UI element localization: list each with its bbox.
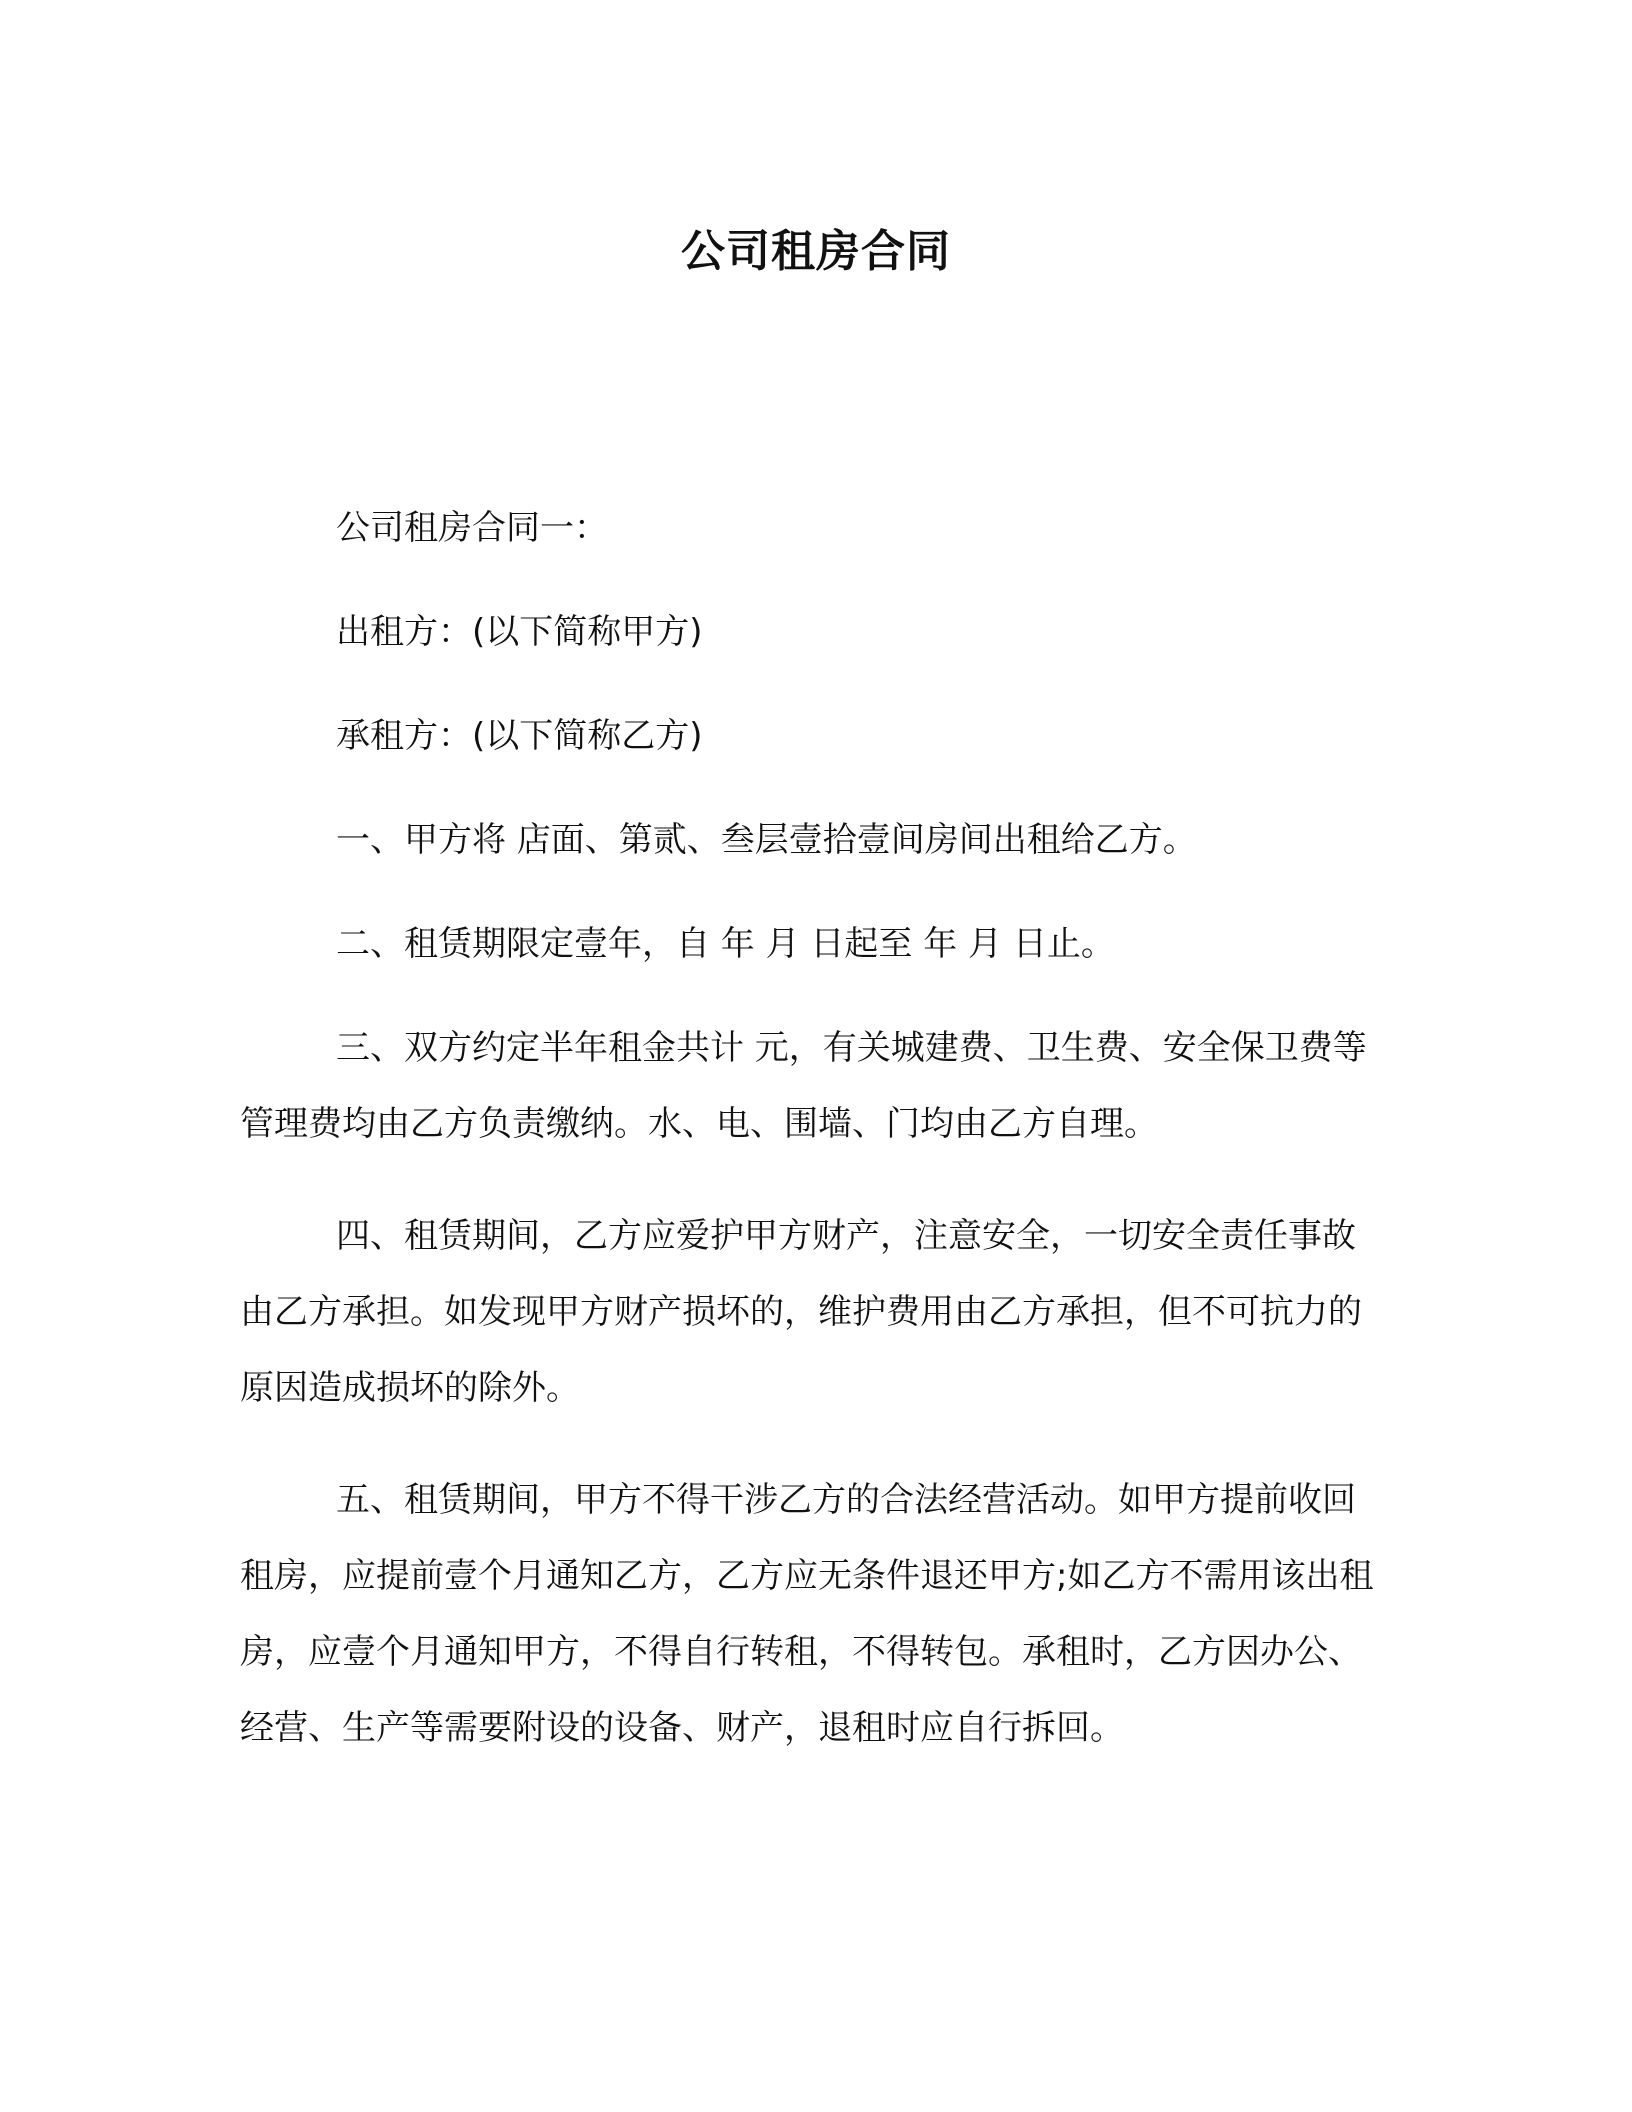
lessee-line: 承租方：(以下简称乙方) xyxy=(336,716,703,756)
clause-5: 五、租赁期间，甲方不得干涉乙方的合法经营活动。如甲方提前收回租房，应提前壹个月通知乙方，乙方应无条件退还甲方;如乙方不需用该出租房，应壹个月通知甲方，不得自行转租，不得转包。承租时，乙方因办公、经营、生产等需要附设的设备、财产，退租时应自行拆回。 xyxy=(240,1480,1374,1748)
clause-1: 一、甲方将 店面、第贰、叁层壹拾壹间房间出租给乙方。 xyxy=(336,820,1197,860)
clause-3: 三、双方约定半年租金共计 元，有关城建费、卫生费、安全保卫费等管理费均由乙方负责缴纳。水、电、围墙、门均由乙方自理。 xyxy=(240,1028,1367,1144)
clause-4: 四、租赁期间，乙方应爱护甲方财产，注意安全，一切安全责任事故由乙方承担。如发现甲方财产损坏的，维护费用由乙方承担，但不可抗力的原因造成损坏的除外。 xyxy=(240,1216,1362,1408)
contract-heading: 公司租房合同一： xyxy=(336,508,608,548)
lessor-line: 出租方：(以下简称甲方) xyxy=(336,612,703,652)
document-title: 公司租房合同 xyxy=(681,226,951,277)
clause-2: 二、租赁期限定壹年，自 年 月 日起至 年 月 日止。 xyxy=(336,924,1115,964)
document-body xyxy=(240,490,1380,1802)
